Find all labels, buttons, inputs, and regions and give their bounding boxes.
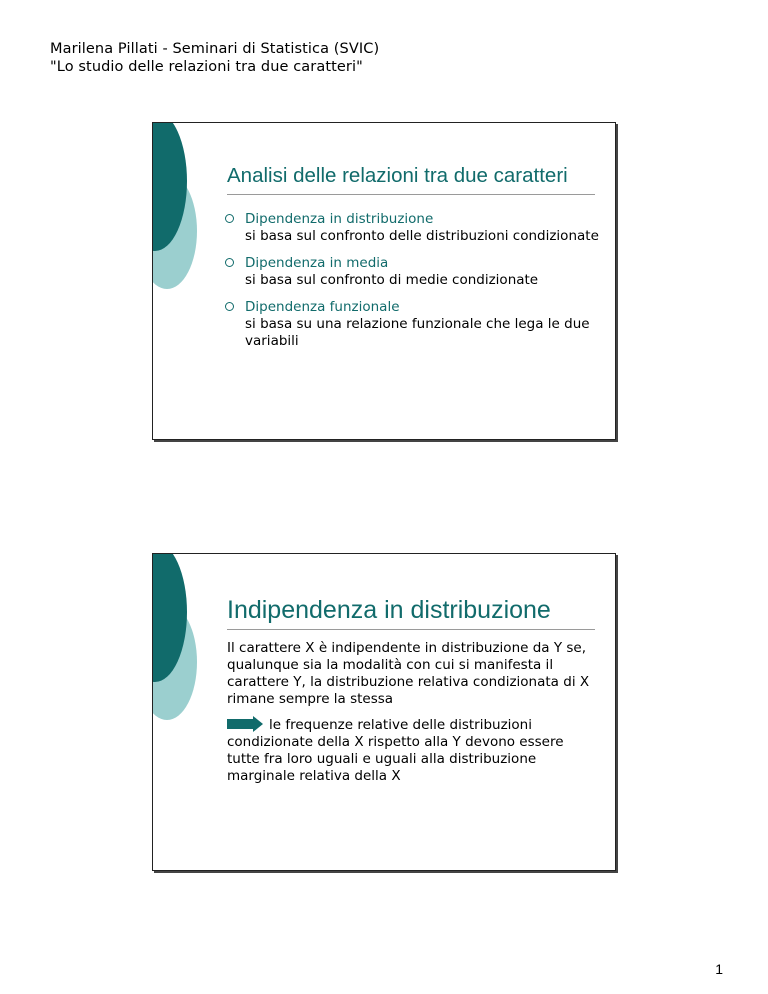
list-item bbox=[225, 255, 599, 289]
slide-decoration-icon bbox=[153, 554, 213, 754]
right-arrow-icon bbox=[227, 716, 263, 732]
slide-1 bbox=[152, 122, 616, 440]
header-line-1: Marilena Pillati - Seminari di Statistica (SVIC) bbox=[50, 41, 380, 57]
consequence-text: le frequenze relative delle distribuzioni condizionate della X rispetto alla Y devono essere tutte fra loro uguali e uguali alla distribuzione marginale relativa della X bbox=[227, 717, 564, 784]
definition-paragraph: Il carattere X è indipendente in distribuzione da Y se, qualunque sia la modalità con cui si manifesta il carattere Y, la distribuzione relativa condizionata di X rimane sempre la stessa bbox=[227, 640, 590, 707]
list-item bbox=[225, 299, 599, 350]
bullet-heading: Dipendenza in distribuzione bbox=[245, 211, 434, 227]
slide-2-body bbox=[227, 640, 597, 785]
slide-1-title: Analisi delle relazioni tra due caratteri bbox=[227, 164, 595, 195]
bullet-description: si basa sul confronto di medie condizionate bbox=[245, 272, 539, 288]
bullet-heading: Dipendenza in media bbox=[245, 255, 389, 271]
bullet-circle-icon bbox=[225, 302, 234, 311]
consequence-paragraph bbox=[227, 716, 597, 785]
bullet-description: si basa sul confronto delle distribuzioni condizionate bbox=[245, 228, 599, 244]
bullet-description: si basa su una relazione funzionale che lega le due variabili bbox=[245, 316, 590, 349]
page-number: 1 bbox=[715, 961, 723, 977]
bullet-circle-icon bbox=[225, 258, 234, 267]
slide-2-title: Indipendenza in distribuzione bbox=[227, 596, 595, 630]
slide-2 bbox=[152, 553, 616, 871]
list-item bbox=[225, 211, 599, 245]
bullet-heading: Dipendenza funzionale bbox=[245, 299, 400, 315]
slide-decoration-icon bbox=[153, 123, 213, 323]
header-line-2: "Lo studio delle relazioni tra due caratteri" bbox=[50, 59, 363, 75]
bullet-circle-icon bbox=[225, 214, 234, 223]
slide-1-bullet-list bbox=[225, 211, 599, 360]
page-header bbox=[50, 40, 379, 76]
